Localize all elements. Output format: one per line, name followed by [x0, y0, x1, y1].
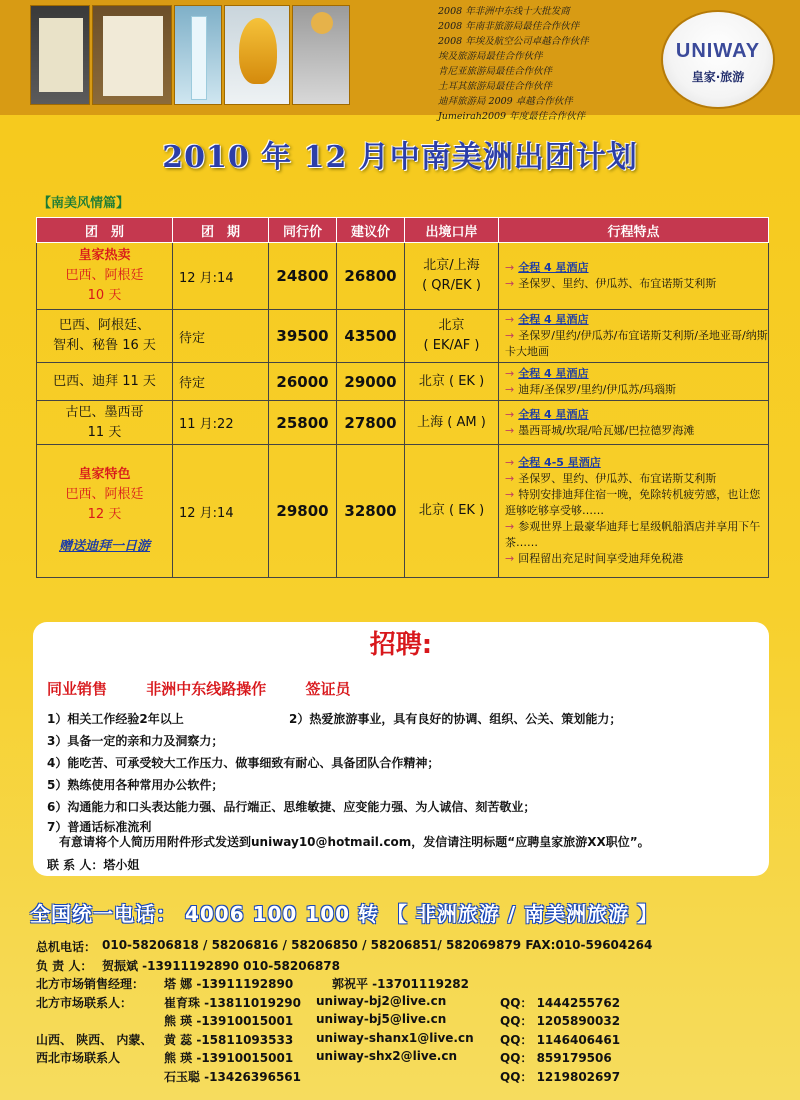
arrow-icon: →: [505, 407, 515, 421]
feature-text: 全程 4 星酒店: [518, 366, 589, 380]
contact-label: 负 责 人：: [36, 958, 93, 973]
bonus-label: 赠送迪拜一日游: [58, 539, 150, 554]
suggest-price-cell: 29000: [337, 363, 405, 401]
port-line: 北京 ( EK ): [418, 503, 485, 518]
section-tag: 【南美风情篇】: [38, 196, 130, 211]
feature-item: [505, 407, 768, 423]
table-row: [37, 243, 769, 310]
recruit-contact: 联 系 人：塔小姐: [47, 858, 140, 872]
feature-text: 全程 4 星酒店: [518, 313, 589, 326]
table-row: [37, 310, 769, 363]
trade-price-cell: 26000: [269, 363, 337, 401]
contact-text: 熊 瑛 -13910015001: [164, 1051, 294, 1065]
award-item: 2008 年埃及航空公司卓越合作伙伴: [438, 36, 589, 47]
feature-item: [505, 455, 768, 471]
award-item: 埃及旅游局最佳合作伙伴: [438, 51, 543, 62]
date-cell: 待定: [173, 310, 269, 363]
logo-name: UNIWAY: [675, 40, 761, 62]
feature-text: 全程 4-5 星酒店: [518, 456, 601, 469]
logo-subtitle: 皇家·旅游: [691, 70, 745, 84]
contact-label: 北方市场销售经理：: [36, 977, 145, 991]
port-cell: [405, 363, 499, 401]
feature-item: [505, 312, 768, 328]
arrow-icon: →: [505, 423, 515, 437]
trade-price-cell: 24800: [269, 243, 337, 310]
date-cell: 待定: [173, 363, 269, 401]
contact-email: uniway-bj5@live.cn: [316, 1012, 447, 1026]
port-cell: [405, 445, 499, 578]
trophy-image: [292, 5, 350, 105]
feature-item: [505, 487, 768, 519]
group-line: 巴西、迪拜 11 天: [53, 373, 156, 389]
feature-text: 迪拜/圣保罗/里约/伊瓜苏/玛瑙斯: [518, 382, 677, 396]
port-line: 北京/上海: [423, 258, 480, 273]
requirement-item: 1）相关工作经验2年以上: [47, 712, 184, 726]
arrow-icon: →: [505, 472, 515, 485]
arrow-icon: →: [505, 382, 515, 396]
recruit-positions: [47, 678, 373, 699]
requirement-item: 5）熟练使用各种常用办公软件；: [47, 778, 224, 792]
feature-text: 圣保罗、里约、伊瓜苏、布宜诺斯艾利斯: [518, 277, 717, 290]
group-line: 10 天: [87, 288, 122, 303]
tour-table: [36, 217, 769, 578]
requirement-item: 7）普通话标准流利: [47, 820, 152, 834]
award-item: 2008 年非洲中东线十大批发商: [438, 6, 570, 17]
header-features: 行程特点: [499, 218, 769, 243]
arrow-icon: →: [505, 261, 515, 274]
arrow-icon: →: [505, 366, 515, 380]
award-plaque-image: [30, 5, 90, 105]
group-cell: [37, 310, 173, 363]
award-item: 迪拜旅游局 2009 卓越合作伙伴: [438, 96, 573, 107]
awards-list: [438, 4, 589, 124]
contact-label: 北方市场联系人：: [36, 995, 133, 1010]
contact-text: 黄 蕊 -15811093533: [164, 1032, 294, 1047]
contact-qq: QQ： 1205890032: [500, 1014, 621, 1028]
header-suggest-price: 建议价: [337, 218, 405, 243]
feature-text: 全程 4 星酒店: [518, 407, 589, 421]
contact-qq: QQ： 859179506: [500, 1051, 612, 1065]
position-item: 签证员: [305, 680, 351, 698]
arrow-icon: →: [505, 520, 515, 533]
table-row: [37, 401, 769, 445]
recruitment-panel: [33, 622, 769, 876]
contact-extra: 郭祝平 -13701119282: [332, 977, 470, 991]
group-cell: [37, 363, 173, 401]
suggest-price-cell: 32800: [337, 445, 405, 578]
port-cell: [405, 243, 499, 310]
page-title: 2010 年 12 月中南美洲出团计划: [162, 140, 638, 175]
feature-item: [505, 328, 768, 360]
requirement-item: 3）具备一定的亲和力及洞察力；: [47, 734, 224, 748]
trade-price-cell: 29800: [269, 445, 337, 578]
trade-price-cell: 25800: [269, 401, 337, 445]
group-line: 巴西、阿根廷、: [58, 318, 150, 333]
group-cell: [37, 243, 173, 310]
requirement-item: 4）能吃苦、可承受较大工作压力、做事细致有耐心、具备团队合作精神；: [47, 756, 440, 770]
features-cell: [499, 363, 769, 401]
table-row: [37, 445, 769, 578]
national-hotline: 全国统一电话： 4006 100 100 转 【 非洲旅游 / 南美洲旅游 】: [30, 902, 659, 926]
port-line: 北京: [438, 318, 465, 333]
feature-text: 墨西哥城/坎琨/哈瓦娜/巴拉德罗海滩: [518, 423, 695, 437]
port-cell: [405, 310, 499, 363]
uniway-logo: [663, 12, 773, 107]
arrow-icon: →: [505, 552, 515, 565]
header-group: 团 别: [37, 218, 173, 243]
port-line: ( EK/AF ): [423, 338, 480, 353]
feature-item: [505, 382, 768, 398]
date-cell: 11 月:22: [173, 401, 269, 445]
recruit-title: 招聘:: [369, 630, 433, 660]
contact-qq: QQ： 1444255762: [500, 995, 621, 1010]
features-cell: [499, 243, 769, 310]
table-header-row: [37, 218, 769, 243]
feature-item: [505, 551, 768, 567]
trade-price-cell: 39500: [269, 310, 337, 363]
feature-text: 圣保罗、里约、伊瓜苏、布宜诺斯艾利斯: [518, 472, 717, 485]
contact-qq: QQ： 1146406461: [500, 1032, 621, 1047]
group-line: 智利、秘鲁 16 天: [53, 338, 156, 353]
feature-text: 参观世界上最豪华迪拜七星级帆船酒店并享用下午茶……: [505, 520, 761, 549]
contact-label: 总机电话：: [36, 940, 97, 954]
group-line: 巴西、阿根廷: [65, 268, 144, 283]
features-cell: [499, 445, 769, 578]
contact-text: 塔 娜 -13911192890: [164, 977, 294, 991]
contact-text: 010-58206818 / 58206816 / 58206850 / 58206851/ 582069879 FAX:010-59604264: [102, 938, 653, 952]
arrow-icon: →: [505, 329, 515, 342]
requirement-item: 2）热爱旅游事业，具有良好的协调、组织、公关、策划能力；: [289, 712, 622, 726]
arrow-icon: →: [505, 313, 515, 326]
header-date: 团 期: [173, 218, 269, 243]
port-line: 北京 ( EK ): [418, 373, 485, 389]
feature-item: [505, 423, 768, 439]
contact-email: uniway-shanx1@live.cn: [316, 1030, 474, 1045]
certificate-image: [92, 5, 172, 105]
date-cell: 12 月:14: [173, 243, 269, 310]
features-cell: [499, 310, 769, 363]
feature-item: [505, 366, 768, 382]
group-cell: [37, 445, 173, 578]
group-line: 巴西、阿根廷: [65, 487, 144, 502]
suggest-price-cell: 27800: [337, 401, 405, 445]
port-line: ( QR/EK ): [422, 278, 481, 293]
features-cell: [499, 401, 769, 445]
contact-email: uniway-bj2@live.cn: [316, 993, 447, 1008]
port-cell: [405, 401, 499, 445]
group-line: 皇家热卖: [78, 248, 131, 263]
arrow-icon: →: [505, 456, 515, 469]
header-trade-price: 同行价: [269, 218, 337, 243]
contact-text: 熊 瑛 -13910015001: [164, 1014, 294, 1028]
feature-item: [505, 471, 768, 487]
group-cell: [37, 401, 173, 445]
feature-text: 回程留出充足时间享受迪拜免税港: [518, 552, 684, 565]
suggest-price-cell: 26800: [337, 243, 405, 310]
award-item: Jumeirah2009 年度最佳合作伙伴: [438, 111, 586, 122]
position-item: 非洲中东线路操作: [146, 680, 267, 698]
contact-label: 西北市场联系人: [36, 1051, 121, 1065]
contact-email: uniway-shx2@live.cn: [316, 1049, 457, 1063]
contact-text: 崔育珠 -13811019290: [164, 995, 302, 1010]
flame-trophy-image: [224, 5, 290, 105]
award-photos: [30, 5, 350, 105]
group-line: 古巴、墨西哥: [65, 404, 144, 420]
feature-item: [505, 276, 768, 292]
feature-item: [505, 519, 768, 551]
contact-text: 贺振斌 -13911192890 010-58206878: [102, 958, 341, 973]
requirement-item: 6）沟通能力和口头表达能力强、品行端正、思维敏捷、应变能力强、为人诚信、刻苦敬业；: [47, 800, 536, 814]
feature-text: 圣保罗/里约/伊瓜苏/布宜诺斯艾利斯/圣地亚哥/纳斯卡大地画: [505, 329, 768, 358]
table-row: [37, 363, 769, 401]
arrow-icon: →: [505, 488, 515, 501]
application-note: 有意请将个人简历用附件形式发送到uniway10@hotmail.com，发信请注明标题“应聘皇家旅游XX职位”。: [59, 835, 650, 849]
date-cell: 12 月:14: [173, 445, 269, 578]
group-line: 12 天: [87, 507, 122, 522]
feature-text: 特别安排迪拜住宿一晚，免除转机疲劳感，也让您逛够吃够享受够……: [505, 488, 761, 517]
feature-item: [505, 260, 768, 276]
award-item: 2008 年南非旅游局最佳合作伙伴: [438, 21, 580, 32]
contact-text: 石玉聪 -13426396561: [164, 1069, 302, 1084]
award-item: 土耳其旅游局最佳合作伙伴: [438, 81, 553, 92]
contact-qq: QQ： 1219802697: [500, 1069, 621, 1084]
award-item: 肯尼亚旅游局最佳合作伙伴: [438, 66, 553, 77]
feature-text: 全程 4 星酒店: [518, 261, 589, 274]
port-line: 上海 ( AM ): [417, 414, 486, 430]
position-item: 同业销售: [47, 680, 108, 698]
contact-label: 山西、 陕西、 内蒙、: [36, 1032, 153, 1047]
group-line: 11 天: [87, 424, 122, 440]
group-line: 皇家特色: [78, 467, 131, 482]
suggest-price-cell: 43500: [337, 310, 405, 363]
arrow-icon: →: [505, 277, 515, 290]
header-port: 出境口岸: [405, 218, 499, 243]
crystal-trophy-image: [174, 5, 222, 105]
